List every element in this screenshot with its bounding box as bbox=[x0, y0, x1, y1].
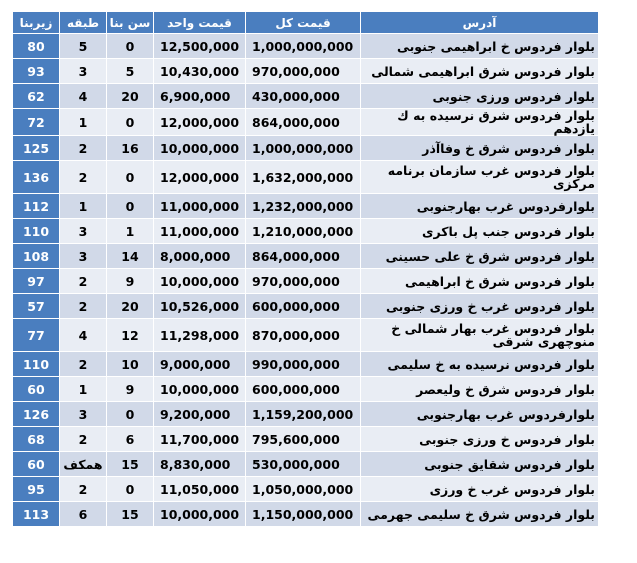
cell-area: 60 bbox=[13, 452, 60, 477]
cell-total-price: 430,000,000 bbox=[246, 84, 361, 109]
cell-unit-price: 8,830,000 bbox=[154, 452, 246, 477]
cell-area: 97 bbox=[13, 269, 60, 294]
cell-age: 0 bbox=[107, 402, 154, 427]
cell-floor: 2 bbox=[60, 294, 107, 319]
cell-floor: 3 bbox=[60, 244, 107, 269]
cell-area: 110 bbox=[13, 352, 60, 377]
table-row bbox=[13, 34, 599, 59]
cell-total-price: 1,150,000,000 bbox=[246, 502, 361, 527]
cell-total-price: 970,000,000 bbox=[246, 269, 361, 294]
table-row bbox=[13, 244, 599, 269]
cell-unit-price: 10,526,000 bbox=[154, 294, 246, 319]
cell-address: بلوار فردوس خ ابراهیمی جنوبی bbox=[361, 34, 599, 59]
cell-total-price: 1,632,000,000 bbox=[246, 161, 361, 194]
cell-age: 14 bbox=[107, 244, 154, 269]
table-row bbox=[13, 219, 599, 244]
cell-floor: 2 bbox=[60, 136, 107, 161]
cell-address: بلوار فردوس شرق ابراهیمی شمالی bbox=[361, 59, 599, 84]
cell-total-price: 600,000,000 bbox=[246, 377, 361, 402]
cell-age: 6 bbox=[107, 427, 154, 452]
header-total-price: قیمت کل bbox=[246, 12, 361, 34]
cell-address: بلوار فردوس نرسیده به خ سلیمی bbox=[361, 352, 599, 377]
cell-address: بلوار فردوس غرب خ ورزی bbox=[361, 477, 599, 502]
cell-area: 108 bbox=[13, 244, 60, 269]
cell-age: 20 bbox=[107, 84, 154, 109]
cell-age: 12 bbox=[107, 319, 154, 352]
cell-floor: 6 bbox=[60, 502, 107, 527]
cell-age: 5 bbox=[107, 59, 154, 84]
cell-age: 10 bbox=[107, 352, 154, 377]
cell-area: 62 bbox=[13, 84, 60, 109]
cell-unit-price: 10,000,000 bbox=[154, 269, 246, 294]
cell-total-price: 990,000,000 bbox=[246, 352, 361, 377]
table-row bbox=[13, 402, 599, 427]
cell-address: بلوارفردوس غرب بهارجنوبی bbox=[361, 402, 599, 427]
cell-total-price: 864,000,000 bbox=[246, 109, 361, 136]
cell-floor: 1 bbox=[60, 194, 107, 219]
table-row bbox=[13, 109, 599, 136]
cell-total-price: 970,000,000 bbox=[246, 59, 361, 84]
cell-age: 16 bbox=[107, 136, 154, 161]
cell-unit-price: 6,900,000 bbox=[154, 84, 246, 109]
cell-floor: 2 bbox=[60, 352, 107, 377]
cell-floor: 2 bbox=[60, 161, 107, 194]
cell-address: بلوار فردوس شرق خ ولیعصر bbox=[361, 377, 599, 402]
cell-area: 77 bbox=[13, 319, 60, 352]
cell-unit-price: 10,000,000 bbox=[154, 502, 246, 527]
cell-age: 9 bbox=[107, 377, 154, 402]
cell-age: 0 bbox=[107, 109, 154, 136]
cell-address: بلوار فردوس شقایق جنوبی bbox=[361, 452, 599, 477]
cell-age: 20 bbox=[107, 294, 154, 319]
table-body bbox=[13, 34, 599, 527]
table-row bbox=[13, 319, 599, 352]
cell-age: 15 bbox=[107, 502, 154, 527]
cell-address: بلوار فردوس شرق خ وفاآذر bbox=[361, 136, 599, 161]
table-row bbox=[13, 427, 599, 452]
cell-floor: 4 bbox=[60, 84, 107, 109]
listing-table-container bbox=[12, 11, 598, 527]
cell-address: بلوار فردوس جنب پل باکری bbox=[361, 219, 599, 244]
cell-floor: 1 bbox=[60, 377, 107, 402]
cell-floor: 2 bbox=[60, 269, 107, 294]
cell-total-price: 795,600,000 bbox=[246, 427, 361, 452]
table-row bbox=[13, 161, 599, 194]
cell-area: 126 bbox=[13, 402, 60, 427]
cell-unit-price: 11,000,000 bbox=[154, 219, 246, 244]
cell-total-price: 1,050,000,000 bbox=[246, 477, 361, 502]
cell-area: 95 bbox=[13, 477, 60, 502]
cell-floor: 1 bbox=[60, 109, 107, 136]
cell-age: 0 bbox=[107, 161, 154, 194]
cell-unit-price: 9,200,000 bbox=[154, 402, 246, 427]
cell-floor: 4 bbox=[60, 319, 107, 352]
cell-unit-price: 10,000,000 bbox=[154, 136, 246, 161]
table-row bbox=[13, 136, 599, 161]
cell-total-price: 530,000,000 bbox=[246, 452, 361, 477]
table-row bbox=[13, 294, 599, 319]
cell-area: 57 bbox=[13, 294, 60, 319]
cell-age: 1 bbox=[107, 219, 154, 244]
cell-area: 113 bbox=[13, 502, 60, 527]
table-row bbox=[13, 377, 599, 402]
cell-total-price: 1,210,000,000 bbox=[246, 219, 361, 244]
cell-unit-price: 10,430,000 bbox=[154, 59, 246, 84]
header-row bbox=[13, 12, 599, 34]
cell-floor: همکف bbox=[60, 452, 107, 477]
cell-address: بلوار فردوس شرق خ علی حسینی bbox=[361, 244, 599, 269]
cell-area: 93 bbox=[13, 59, 60, 84]
table-row bbox=[13, 352, 599, 377]
cell-address: بلوار فردوس ورزی جنوبی bbox=[361, 84, 599, 109]
cell-address: بلوار فردوس شرق نرسیده به ك یازدهم bbox=[361, 109, 599, 136]
header-unit-price: قیمت واحد bbox=[154, 12, 246, 34]
cell-area: 60 bbox=[13, 377, 60, 402]
cell-area: 72 bbox=[13, 109, 60, 136]
table-row bbox=[13, 452, 599, 477]
cell-address: بلوار فردوس غرب خ ورزی جنوبی bbox=[361, 294, 599, 319]
cell-unit-price: 11,000,000 bbox=[154, 194, 246, 219]
table-row bbox=[13, 194, 599, 219]
cell-area: 125 bbox=[13, 136, 60, 161]
cell-total-price: 864,000,000 bbox=[246, 244, 361, 269]
cell-age: 9 bbox=[107, 269, 154, 294]
cell-floor: 3 bbox=[60, 59, 107, 84]
cell-address: بلوار فردوس غرب بهار شمالی خ منوچهری شرقی bbox=[361, 319, 599, 352]
cell-unit-price: 12,500,000 bbox=[154, 34, 246, 59]
cell-area: 136 bbox=[13, 161, 60, 194]
cell-unit-price: 11,700,000 bbox=[154, 427, 246, 452]
cell-total-price: 870,000,000 bbox=[246, 319, 361, 352]
cell-total-price: 600,000,000 bbox=[246, 294, 361, 319]
cell-total-price: 1,000,000,000 bbox=[246, 136, 361, 161]
table-row bbox=[13, 59, 599, 84]
listing-table bbox=[12, 11, 599, 527]
cell-floor: 5 bbox=[60, 34, 107, 59]
cell-area: 112 bbox=[13, 194, 60, 219]
cell-area: 110 bbox=[13, 219, 60, 244]
cell-address: بلوارفردوس غرب بهارجنوبی bbox=[361, 194, 599, 219]
cell-age: 0 bbox=[107, 477, 154, 502]
cell-age: 0 bbox=[107, 34, 154, 59]
cell-unit-price: 9,000,000 bbox=[154, 352, 246, 377]
header-age: سن بنا bbox=[107, 12, 154, 34]
cell-unit-price: 11,298,000 bbox=[154, 319, 246, 352]
cell-floor: 3 bbox=[60, 402, 107, 427]
table-row bbox=[13, 269, 599, 294]
cell-floor: 2 bbox=[60, 427, 107, 452]
cell-unit-price: 12,000,000 bbox=[154, 161, 246, 194]
cell-area: 68 bbox=[13, 427, 60, 452]
cell-age: 15 bbox=[107, 452, 154, 477]
table-row bbox=[13, 477, 599, 502]
cell-unit-price: 11,050,000 bbox=[154, 477, 246, 502]
cell-address: بلوار فردوس شرق خ سلیمی جهرمی bbox=[361, 502, 599, 527]
cell-unit-price: 10,000,000 bbox=[154, 377, 246, 402]
cell-address: بلوار فردوس غرب سازمان برنامه مرکزی bbox=[361, 161, 599, 194]
cell-area: 80 bbox=[13, 34, 60, 59]
cell-floor: 3 bbox=[60, 219, 107, 244]
cell-floor: 2 bbox=[60, 477, 107, 502]
table-row bbox=[13, 502, 599, 527]
cell-address: بلوار فردوس شرق خ ابراهیمی bbox=[361, 269, 599, 294]
cell-total-price: 1,232,000,000 bbox=[246, 194, 361, 219]
table-row bbox=[13, 84, 599, 109]
cell-total-price: 1,000,000,000 bbox=[246, 34, 361, 59]
cell-address: بلوار فردوس خ ورزی جنوبی bbox=[361, 427, 599, 452]
cell-total-price: 1,159,200,000 bbox=[246, 402, 361, 427]
header-floor: طبقه bbox=[60, 12, 107, 34]
cell-age: 0 bbox=[107, 194, 154, 219]
cell-unit-price: 12,000,000 bbox=[154, 109, 246, 136]
cell-unit-price: 8,000,000 bbox=[154, 244, 246, 269]
header-area: زیربنا bbox=[13, 12, 60, 34]
header-address: آدرس bbox=[361, 12, 599, 34]
